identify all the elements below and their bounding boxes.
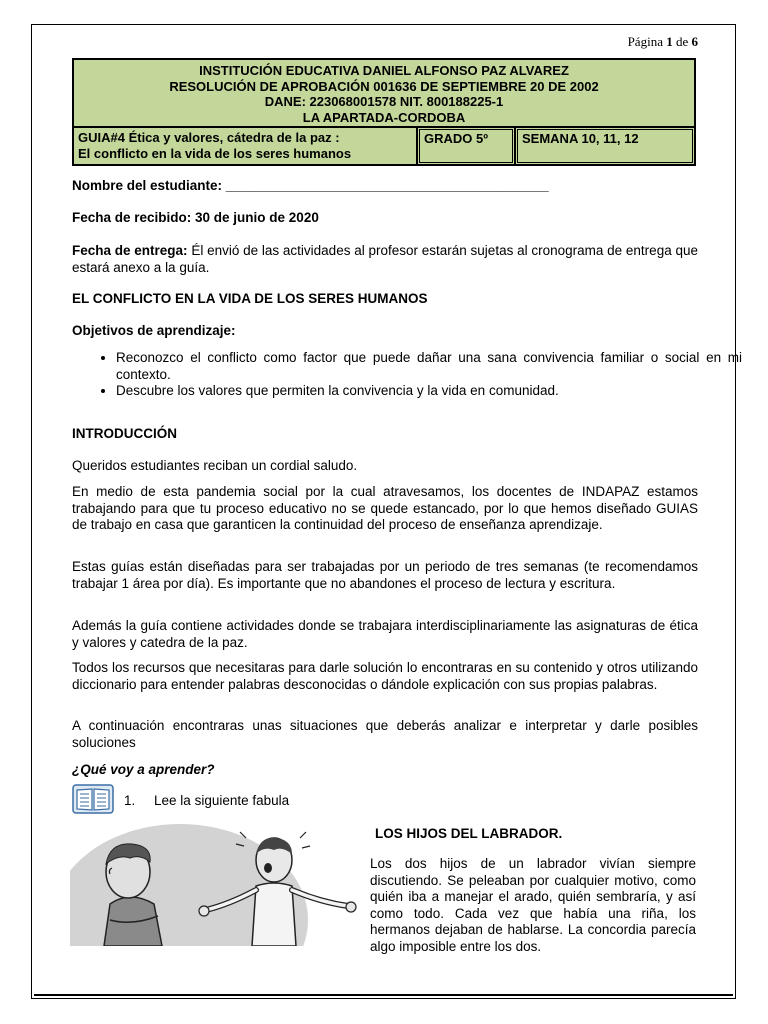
fable-text: Los dos hijos de un labrador vivían siempre discutiendo. Se peleaban por cualquier motivo, como quién iba a manejar el arado, quién sembraría, y así como todo. Cada vez que había una riña, los hermanos dejaban de hablarse. La concordia parecía algo imposible entre los dos. [370, 856, 696, 954]
learn-heading: ¿Qué voy a aprender? [72, 762, 215, 777]
approval-resolution: RESOLUCIÓN DE APROBACIÓN 001636 DE SEPTIEMBRE 20 DE 2002 [169, 78, 599, 94]
received-date: Fecha de recibido: 30 de junio de 2020 [72, 210, 319, 225]
grade-label: GRADO 5º [419, 129, 513, 163]
intro-paragraph: Además la guía contiene actividades donde se trabajara interdisciplinariamente las asignaturas de ética y valores y catedra de la paz. [72, 618, 698, 650]
page-number: Página 1 de 6 [627, 34, 698, 49]
intro-paragraph: Queridos estudiantes reciban un cordial saludo. [72, 458, 358, 473]
intro-paragraph: Todos los recursos que necesitaras para darle solución lo encontraras en su contenido y otros utilizando diccionario para entender palabras desconocidas o dándole explicación con sus propias palabras. [72, 660, 698, 692]
school-header [73, 59, 695, 127]
step-text: Lee la siguiente fabula [154, 793, 290, 808]
hermanos-link[interactable]: hermanos [370, 922, 431, 937]
school-location: LA APARTADA-CORDOBA [302, 109, 466, 125]
delivery-date: Fecha de entrega: Él envió de las actividades al profesor estarán sujetas al cronograma de entrega que estará anexo a la guía. [72, 243, 698, 275]
intro-paragraph: En medio de esta pandemia social por la cual atravesamos, los docentes de INDAPAZ estamos trabajando para que tu proceso educativo no se quede estancado, por lo que hemos diseñado GUIAS de trabajo en casa que garanticen la continuidad del proceso de enseñanza aprendizaje. [72, 484, 698, 532]
week-label: SEMANA 10, 11, 12 [517, 129, 693, 163]
intro-paragraph: A continuación encontraras unas situaciones que deberás analizar e interpretar y darle posibles soluciones [72, 718, 698, 750]
guide-cell [73, 127, 417, 165]
objectives-list [72, 350, 742, 400]
arguing-brothers-illustration [70, 824, 360, 946]
objective-item: • Descubre los valores que permiten la convivencia y la vida en comunidad. [116, 383, 742, 400]
step-instruction [124, 793, 424, 810]
school-header-table [72, 58, 696, 166]
intro-paragraph: Estas guías están diseñadas para ser trabajadas por un periodo de tres semanas (te recomendamos trabajar 1 área por día). Es importante que no abandones el proceso de lectura y escritura. [72, 559, 698, 591]
dane-nit: DANE: 223068001578 NIT. 800188225-1 [264, 94, 504, 109]
school-name: INSTITUCIÓN EDUCATIVA DANIEL ALFONSO PAZ ALVAREZ [199, 63, 569, 78]
objective-item: • Reconozco el conflicto como factor que puede dañar una sana convivencia familiar o social en mi contexto. [116, 350, 742, 383]
week-cell [515, 127, 695, 165]
intro-heading: INTRODUCCIÓN [72, 426, 177, 441]
fable-title: LOS HIJOS DEL LABRADOR. [375, 826, 563, 841]
step-number: 1. [124, 793, 136, 808]
objectives-heading: Objetivos de aprendizaje: [72, 323, 236, 338]
document-title: EL CONFLICTO EN LA VIDA DE LOS SERES HUMANOS [72, 291, 428, 306]
book-icon [72, 784, 114, 814]
student-name-field: Nombre del estudiante: ___________________________________________ [72, 178, 549, 193]
guide-title: GUIA#4 Ética y valores, cátedra de la paz : [78, 130, 340, 145]
guide-topic: El conflicto en la vida de los seres humanos [78, 146, 352, 161]
grade-cell [417, 127, 515, 165]
